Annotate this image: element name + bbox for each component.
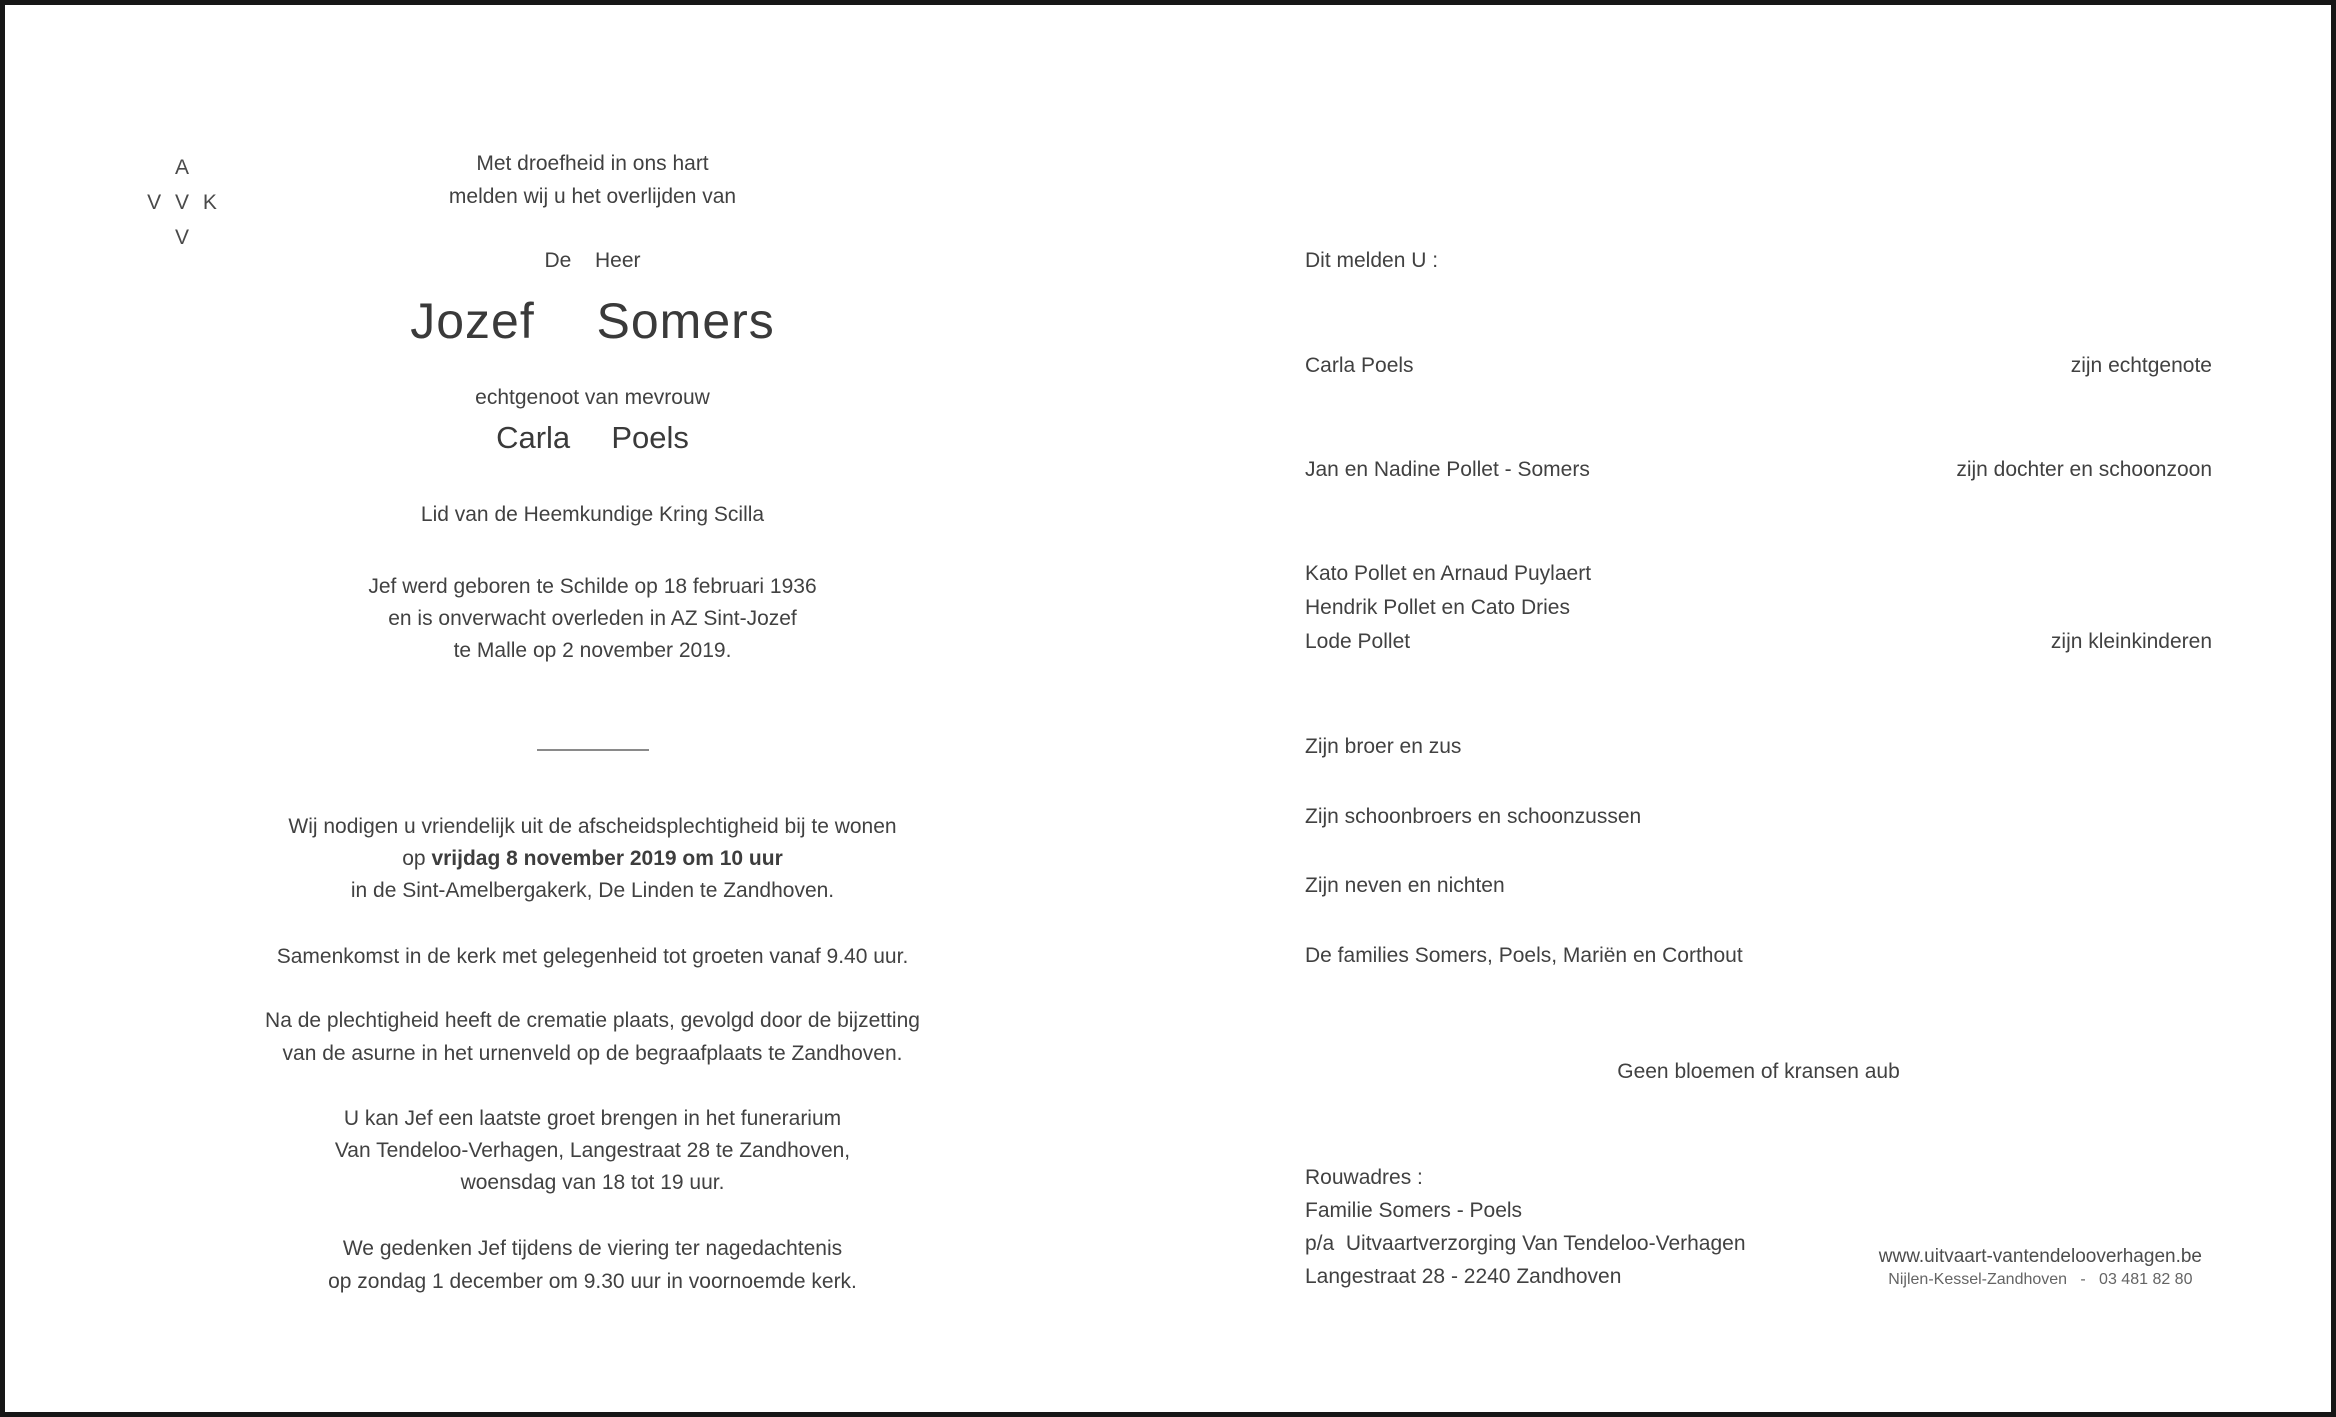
monogram-row-bottom: V xyxy=(174,226,189,249)
divider-line xyxy=(537,749,649,751)
memorial-line-2: op zondag 1 december om 9.30 uur in voornoemde kerk. xyxy=(328,1270,857,1293)
relative-name: Hendrik Pollet en Cato Dries xyxy=(1305,596,1570,619)
relative-group-families: De families Somers, Poels, Mariën en Corthout xyxy=(1305,944,1743,967)
flowers-note: Geen bloemen of kransen aub xyxy=(1617,1060,1900,1083)
relative-group-siblings: Zijn broer en zus xyxy=(1305,735,1462,758)
mourning-address-line-2: p/a Uitvaartverzorging Van Tendeloo-Verhagen xyxy=(1305,1232,1746,1255)
ceremony-date-prefix: op xyxy=(402,847,432,870)
funerarium-line-1: U kan Jef een laatste groet brengen in het funerarium xyxy=(343,1107,842,1130)
salutation: De Heer xyxy=(544,249,641,272)
relative-row-grandchildren xyxy=(1305,557,2212,659)
membership-note: Lid van de Heemkundige Kring Scilla xyxy=(420,503,765,526)
spouse-name: Carla Poels xyxy=(496,420,689,455)
relative-relation: zijn echtgenote xyxy=(2070,354,2212,377)
relative-name: Kato Pollet en Arnaud Puylaert xyxy=(1305,562,1592,585)
intro-line-1: Met droefheid in ons hart xyxy=(476,152,709,175)
cremation-note xyxy=(175,1004,1010,1070)
relative-name: Lode Pollet xyxy=(1305,630,1411,653)
deceased-name: Jozef Somers xyxy=(410,293,775,349)
relative-group-cousins: Zijn neven en nichten xyxy=(1305,874,1505,897)
monogram-row-top: A xyxy=(174,156,189,179)
ceremony-line-1: Wij nodigen u vriendelijk uit de afscheidsplechtigheid bij te wonen xyxy=(288,815,897,838)
cremation-line-1: Na de plechtigheid heeft de crematie plaats, gevolgd door de bijzetting xyxy=(265,1009,920,1032)
monogram-row-middle: V V K xyxy=(147,191,217,214)
relative-relation: zijn dochter en schoonzoon xyxy=(1956,458,2212,481)
mourning-address-line-3: Langestraat 28 - 2240 Zandhoven xyxy=(1305,1265,1622,1288)
mourning-address-line-1: Familie Somers - Poels xyxy=(1305,1199,1523,1222)
ceremony-line-3: in de Sint-Amelbergakerk, De Linden te Zandhoven. xyxy=(350,879,835,902)
gathering-note: Samenkomst in de kerk met gelegenheid tot groeten vanaf 9.40 uur. xyxy=(276,945,909,968)
funeral-home-locations-phone: Nijlen-Kessel-Zandhoven - 03 481 82 80 xyxy=(1888,1271,2193,1288)
ceremony-invitation xyxy=(175,811,1010,907)
ceremony-date-emphasis: vrijdag 8 november 2019 om 10 uur xyxy=(431,847,783,870)
relatives-heading: Dit melden U : xyxy=(1305,249,1439,272)
section-divider xyxy=(175,749,1010,751)
life-line-3: te Malle op 2 november 2019. xyxy=(453,639,732,662)
relative-relation: zijn kleinkinderen xyxy=(2050,630,2212,653)
life-line-1: Jef werd geboren te Schilde op 18 februari 1936 xyxy=(368,575,817,598)
ceremony-line-2 xyxy=(175,843,1010,875)
funerarium-line-3: woensdag van 18 tot 19 uur. xyxy=(460,1171,725,1194)
memorial-service-note xyxy=(175,1232,1010,1298)
announcement-intro xyxy=(175,147,1010,213)
relative-name: Carla Poels xyxy=(1305,354,1414,377)
cremation-line-2: van de asurne in het urnenveld op de begraafplaats te Zandhoven. xyxy=(282,1042,903,1065)
life-line-2: en is onverwacht overleden in AZ Sint-Jozef xyxy=(388,607,797,630)
relative-group-inlaws: Zijn schoonbroers en schoonzussen xyxy=(1305,805,1642,828)
spouse-prefix: echtgenoot van mevrouw xyxy=(475,386,710,409)
funerarium-note xyxy=(175,1103,1010,1199)
funeral-home-footer xyxy=(1879,1245,2202,1291)
mourning-address-heading: Rouwadres : xyxy=(1305,1166,1423,1189)
intro-line-2: melden wij u het overlijden van xyxy=(448,185,737,208)
funeral-home-website: www.uitvaart-vantendelooverhagen.be xyxy=(1878,1246,2202,1267)
life-dates xyxy=(175,571,1010,667)
memorial-line-1: We gedenken Jef tijdens de viering ter nagedachtenis xyxy=(342,1237,843,1260)
relative-name: Jan en Nadine Pollet - Somers xyxy=(1305,458,1590,481)
funerarium-line-2: Van Tendeloo-Verhagen, Langestraat 28 te Zandhoven, xyxy=(334,1139,851,1162)
relative-row-spouse xyxy=(1305,349,2212,382)
relative-names xyxy=(1305,557,1591,659)
relative-row-children xyxy=(1305,453,2212,486)
